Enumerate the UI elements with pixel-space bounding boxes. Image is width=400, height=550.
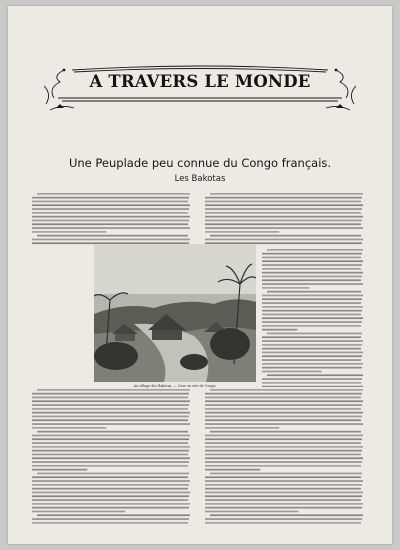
text-texture (205, 387, 363, 525)
text-texture (262, 247, 363, 387)
masthead-title: A TRAVERS LE MONDE (89, 72, 311, 91)
text-texture (32, 191, 190, 247)
text-texture (32, 387, 190, 525)
article-title: Une Peuplade peu connue du Congo français. (68, 156, 332, 170)
masthead (44, 58, 356, 116)
figure-caption: Au village des Bakotas. — Case en rive de Congo. (133, 384, 217, 388)
article-text-column (32, 387, 190, 525)
article-text-column (205, 387, 363, 525)
article-text-column (262, 247, 363, 387)
article-photograph (94, 244, 256, 382)
article-text-column (32, 191, 190, 247)
magazine-page (8, 6, 392, 544)
article-subtitle: Les Bakotas (174, 174, 226, 184)
article-text-column (205, 191, 363, 247)
text-texture (205, 191, 363, 247)
